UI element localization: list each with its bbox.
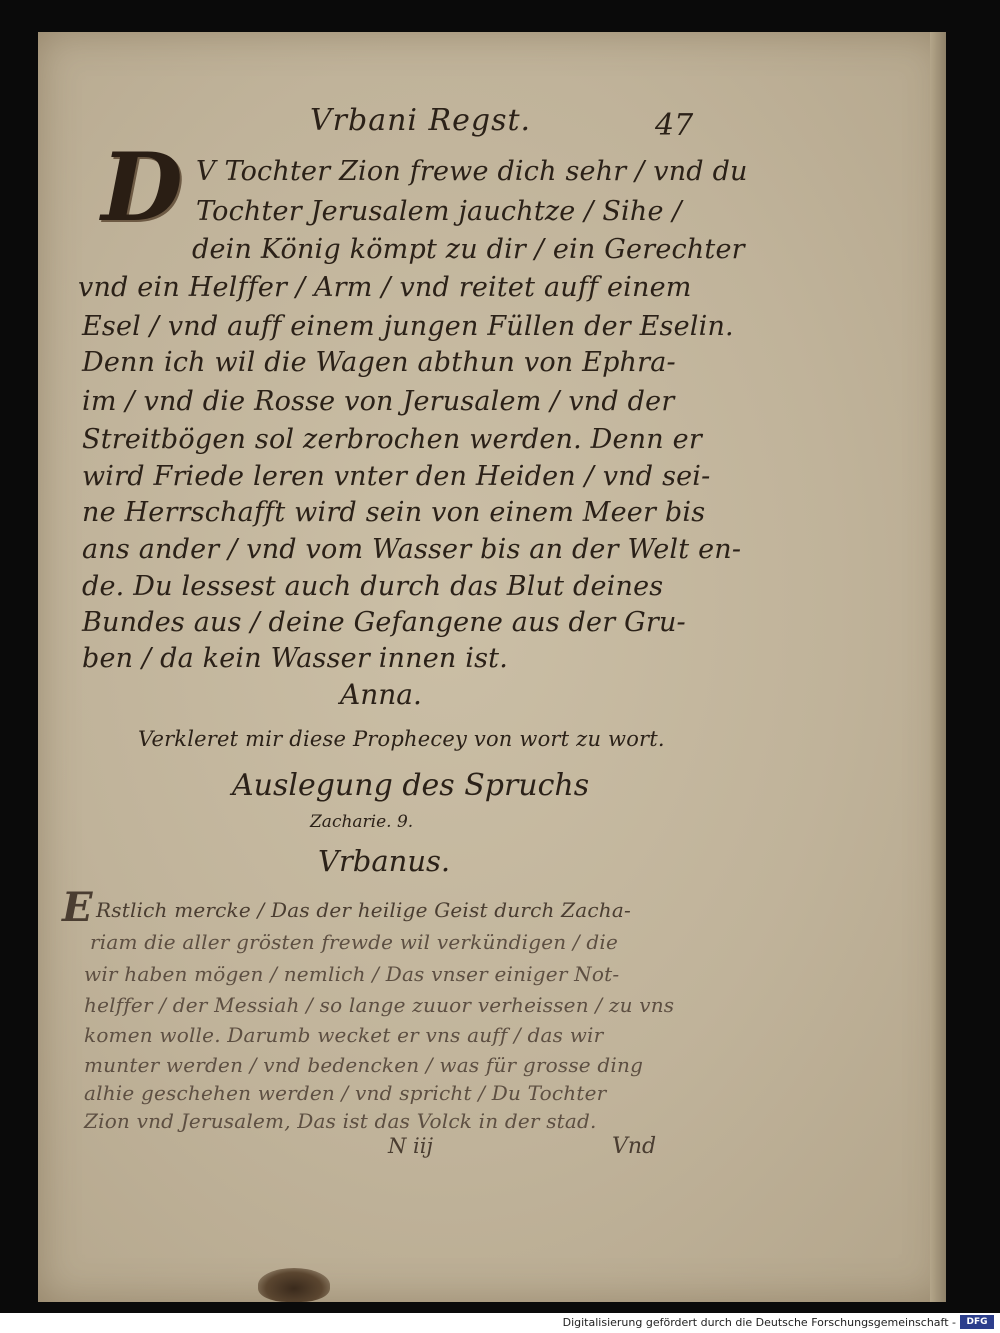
body-line: dein König kömpt zu dir / ein Gerechter — [192, 234, 745, 265]
body-line: ans ander / vnd vom Wasser bis an der Welt en- — [82, 534, 742, 565]
body-line: Esel / vnd auff einem jungen Füllen der Eselin. — [82, 311, 734, 342]
urbanus-line: alhie geschehen werden / vnd spricht / Du Tochter — [84, 1081, 607, 1105]
urbanus-line: Zion vnd Jerusalem, Das ist das Volck in der stad. — [84, 1109, 597, 1133]
body-line: V Tochter Zion frewe dich sehr / vnd du — [196, 156, 748, 187]
body-line: ne Herrschafft wird sein von einem Meer bis — [82, 497, 706, 528]
dropcap-initial-urbanus: E — [62, 884, 93, 931]
urbanus-line: munter werden / vnd bedencken / was für grosse ding — [84, 1053, 644, 1077]
section-subheading: Zacharie. 9. — [310, 812, 414, 832]
body-line: im / vnd die Rosse von Jerusalem / vnd der — [82, 386, 675, 417]
body-line: ben / da kein Wasser innen ist. — [82, 643, 508, 674]
dropcap-initial: D — [101, 133, 183, 243]
urbanus-line: komen wolle. Darumb wecket er vns auff / das wir — [84, 1023, 604, 1047]
anna-line: Verkleret mir diese Prophecey von wort zu wort. — [138, 727, 665, 751]
page-number: 47 — [655, 108, 694, 143]
signature-mark: N iij — [388, 1134, 433, 1158]
urbanus-line: wir haben mögen / nemlich / Das vnser einiger Not- — [84, 962, 620, 986]
catchword: Vnd — [612, 1134, 657, 1159]
urbanus-line: helffer / der Messiah / so lange zuuor verheissen / zu vns — [84, 993, 675, 1017]
body-line: Streitbögen sol zerbrochen werden. Denn er — [82, 424, 702, 455]
urbanus-line: riam die aller grösten frewde wil verkündigen / die — [90, 930, 619, 954]
credit-text: Digitalisierung gefördert durch die Deutsche Forschungsgemeinschaft - — [562, 1316, 956, 1329]
body-line: Tochter Jerusalem jauchtze / Sihe / — [196, 196, 682, 227]
body-line: wird Friede leren vnter den Heiden / vnd sei- — [82, 461, 711, 492]
speaker-urbanus: Vrbanus. — [318, 844, 451, 878]
running-title: Vrbani Regst. — [310, 103, 532, 138]
body-line: Bundes aus / deine Gefangene aus der Gru- — [82, 607, 686, 638]
body-line: de. Du lessest auch durch das Blut deines — [82, 571, 664, 602]
urbanus-line: Rstlich mercke / Das der heilige Geist durch Zacha- — [96, 898, 631, 922]
body-line: Denn ich wil die Wagen abthun von Ephra- — [82, 347, 676, 378]
speaker-anna: Anna. — [340, 678, 422, 711]
section-heading: Auslegung des Spruchs — [232, 768, 590, 803]
dfg-logo: DFG — [960, 1315, 994, 1329]
body-line: vnd ein Helffer / Arm / vnd reitet auff einem — [78, 272, 692, 303]
